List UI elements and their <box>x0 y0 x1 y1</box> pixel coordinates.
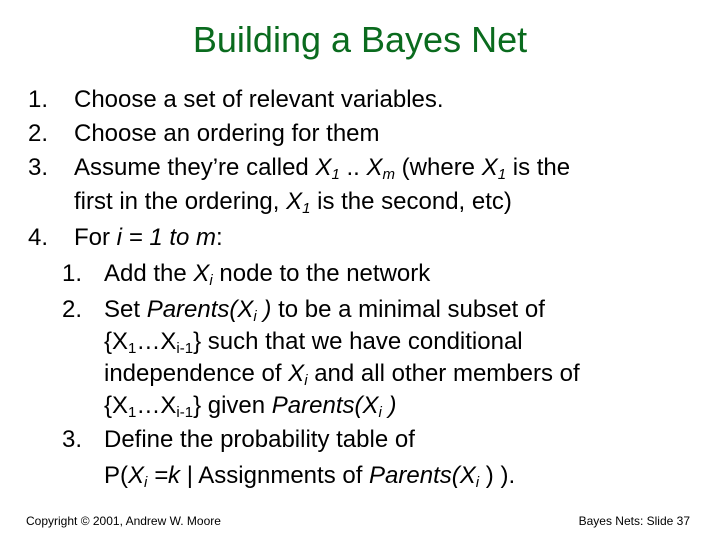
footer-slide-number: Bayes Nets: Slide 37 <box>578 514 690 528</box>
substep-2-line-2: {X1…Xi-1} such that we have conditional <box>104 328 523 357</box>
parents-xi: Parents(Xi ) <box>146 296 272 325</box>
slide-title: Building a Bayes Net <box>192 19 528 60</box>
substep-2-number: 2. <box>62 296 83 323</box>
var-x1-where: X1 <box>481 154 507 183</box>
step-2-text: Choose an ordering for them <box>74 120 380 147</box>
step-1-number: 1. <box>28 86 49 113</box>
var-x1: X1 <box>315 154 340 183</box>
step-2-number: 2. <box>28 120 49 147</box>
step-3-number: 3. <box>28 154 49 181</box>
step-3-text-d: first in the ordering, <box>74 188 287 215</box>
step-4-number: 4. <box>28 224 49 251</box>
substep-3-line-1: Define the probability table of <box>104 426 415 453</box>
step-4-text: For i = 1 to m: <box>74 224 223 251</box>
set-x1-to-xim1-given: {X1…Xi-1} <box>104 392 202 421</box>
step-3-text-c: is the <box>506 154 571 181</box>
var-xi: Xi <box>193 260 213 289</box>
dots: .. <box>339 154 367 181</box>
set-x1-to-xim1: {X1…Xi-1} <box>104 328 202 357</box>
substep-3-line-2: P(Xi =k | Assignments of Parents(Xi ) ). <box>104 462 516 491</box>
substep-1-text: Add the Xi node to the network <box>104 260 431 289</box>
var-xi-prob: Xi =k <box>128 462 187 491</box>
step-3-text-a: Assume they’re called <box>74 154 316 181</box>
substep-3-number: 3. <box>62 426 83 453</box>
substep-2-line-4: {X1…Xi-1} given Parents(Xi ) <box>104 392 397 421</box>
given-bar: | <box>186 462 193 489</box>
footer-copyright: Copyright © 2001, Andrew W. Moore <box>26 514 221 528</box>
substep-2-line-1: Set Parents(Xi ) to be a minimal subset of <box>104 296 545 325</box>
loop-range: i = 1 to m <box>116 224 217 251</box>
substep-2-line-3: independence of Xi and all other members of <box>104 360 580 389</box>
substep-1-number: 1. <box>62 260 83 287</box>
step-3-line-1 <box>74 154 571 183</box>
var-xm: Xm <box>366 154 395 183</box>
var-xi-independence: Xi <box>288 360 308 389</box>
step-3-text-e: is the second, etc) <box>310 188 512 215</box>
step-1-text: Choose a set of relevant variables. <box>74 86 444 113</box>
step-3-line-2 <box>74 188 512 217</box>
parents-xi-prob: Parents(Xi <box>369 462 480 491</box>
parents-xi-given: Parents(Xi ) <box>271 392 397 421</box>
step-3-text-b: (where <box>395 154 482 181</box>
var-x1-second: X1 <box>286 188 311 217</box>
